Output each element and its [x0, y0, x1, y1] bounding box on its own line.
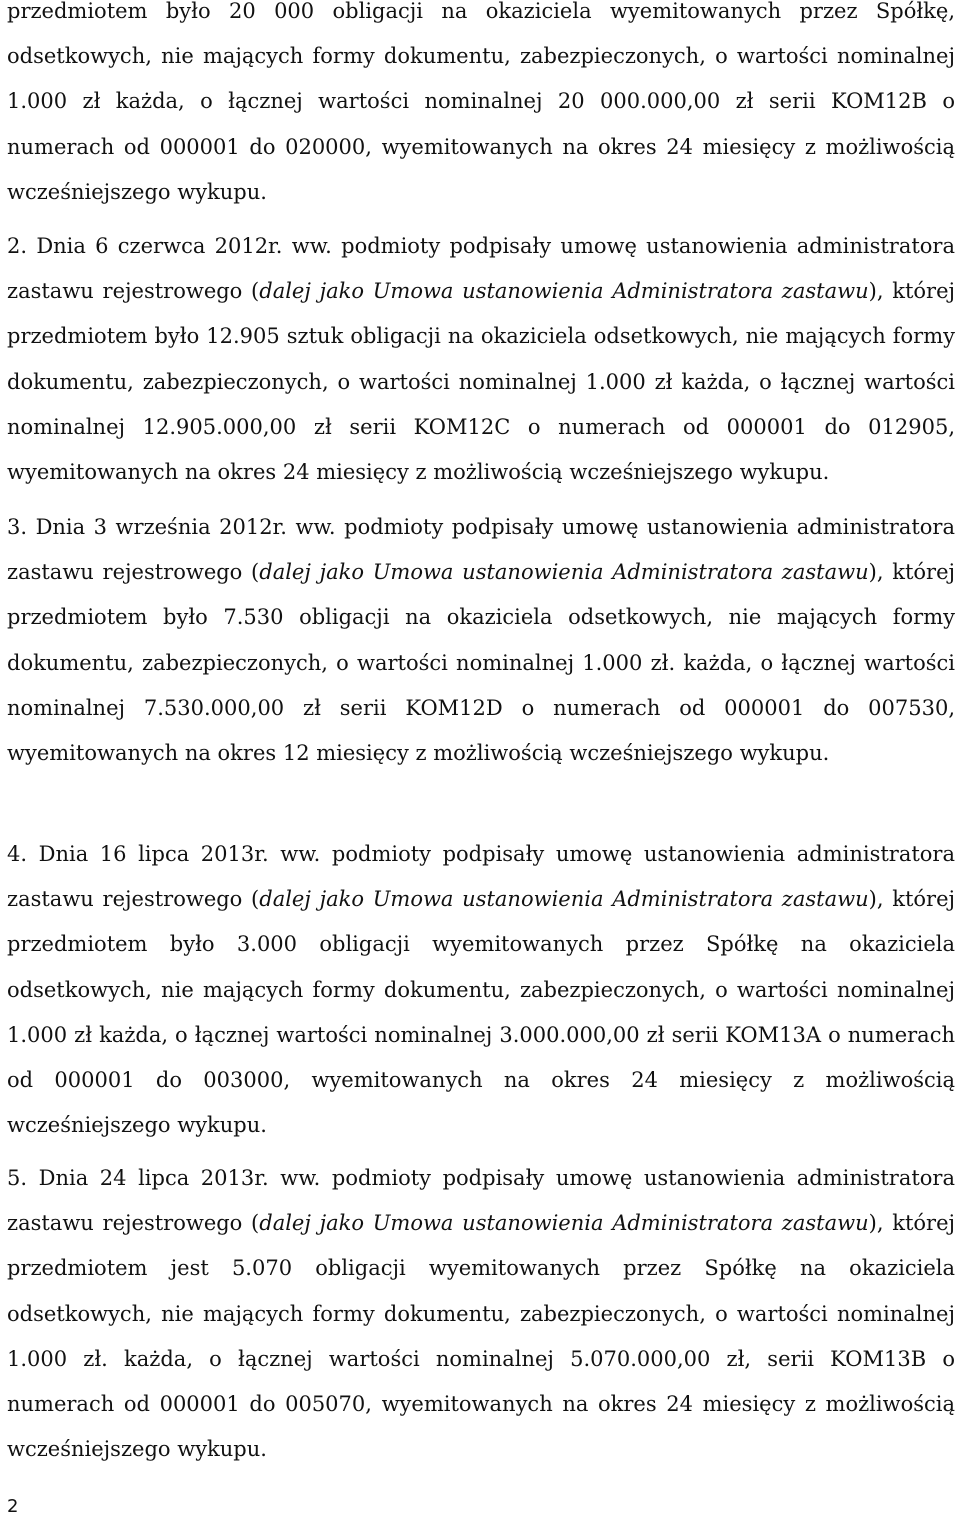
- paragraph-2: [7, 224, 955, 495]
- paragraph-4: [7, 832, 955, 1148]
- paragraph-text-after: ), której przedmiotem jest 5.070 obligacji wyemitowanych przez Spółkę na okaziciela odsetkowych, nie mających formy dokumentu, zabezpieczonych, o wartości nominalnej 1.000 zł. każda, o łącznej wartości nominalnej 5.070.000,00 zł, serii KOM13B o numerach od 000001 do 005070, wyemitowanych na okres 24 miesięcy z możliwością wcześniejszego wykupu.: [7, 1211, 956, 1462]
- paragraph-number: 3.: [7, 515, 28, 539]
- paragraph-italic-definition: dalej jako Umowa ustanowienia Administratora zastawu: [259, 1211, 869, 1236]
- paragraph-number: 5.: [7, 1166, 28, 1190]
- paragraph-5: [7, 1156, 955, 1472]
- paragraph-italic-definition: dalej jako Umowa ustanowienia Administratora zastawu: [259, 560, 869, 585]
- paragraph-number: 2.: [7, 234, 28, 258]
- paragraph-number: 4.: [7, 842, 28, 866]
- paragraph-italic-definition: dalej jako Umowa ustanowienia Administratora zastawu: [259, 887, 869, 912]
- paragraph-text-before: Dnia 3 września 2012r. ww. podmioty podpisały umowę ustanowienia administratora zastawu rejestrowego (: [7, 515, 955, 585]
- paragraph-text: przedmiotem było 20 000 obligacji na okaziciela wyemitowanych przez Spółkę, odsetkowych, nie mających formy dokumentu, zabezpieczonych, o wartości nominalnej 1.000 zł każda, o łącznej wartości nominalnej 20 000.000,00 zł serii KOM12B o numerach od 000001 do 020000, wyemitowanych na okres 24 miesięcy z możliwością wcześniejszego wykupu.: [7, 0, 955, 204]
- paragraph-text-before: Dnia 6 czerwca 2012r. ww. podmioty podpisały umowę ustanowienia administratora zastawu rejestrowego (: [7, 234, 955, 304]
- paragraph-3: [7, 505, 955, 776]
- paragraph-text-after: ), której przedmiotem było 3.000 obligacji wyemitowanych przez Spółkę na okaziciela odsetkowych, nie mających formy dokumentu, zabezpieczonych, o wartości nominalnej 1.000 zł każda, o łącznej wartości nominalnej 3.000.000,00 zł serii KOM13A o numerach od 000001 do 003000, wyemitowanych na okres 24 miesięcy z możliwością wcześniejszego wykupu.: [7, 887, 956, 1138]
- page-number: 2: [7, 1496, 19, 1517]
- paragraph-italic-definition: dalej jako Umowa ustanowienia Administratora zastawu: [259, 279, 869, 304]
- paragraph-text-after: ), której przedmiotem było 7.530 obligacji na okaziciela odsetkowych, nie mających formy dokumentu, zabezpieczonych, o wartości nominalnej 1.000 zł. każda, o łącznej wartości nominalnej 7.530.000,00 zł serii KOM12D o numerach od 000001 do 007530, wyemitowanych na okres 12 miesięcy z możliwością wcześniejszego wykupu.: [7, 560, 956, 766]
- paragraph-text-before: Dnia 16 lipca 2013r. ww. podmioty podpisały umowę ustanowienia administratora zastawu rejestrowego (: [7, 842, 955, 912]
- paragraph-text-before: Dnia 24 lipca 2013r. ww. podmioty podpisały umowę ustanowienia administratora zastawu rejestrowego (: [7, 1166, 955, 1236]
- paragraph-text-after: ), której przedmiotem było 12.905 sztuk obligacji na okaziciela odsetkowych, nie mających formy dokumentu, zabezpieczonych, o wartości nominalnej 1.000 zł każda, o łącznej wartości nominalnej 12.905.000,00 zł serii KOM12C o numerach od 000001 do 012905, wyemitowanych na okres 24 miesięcy z możliwością wcześniejszego wykupu.: [7, 279, 956, 485]
- paragraph-continuation: [7, 0, 955, 215]
